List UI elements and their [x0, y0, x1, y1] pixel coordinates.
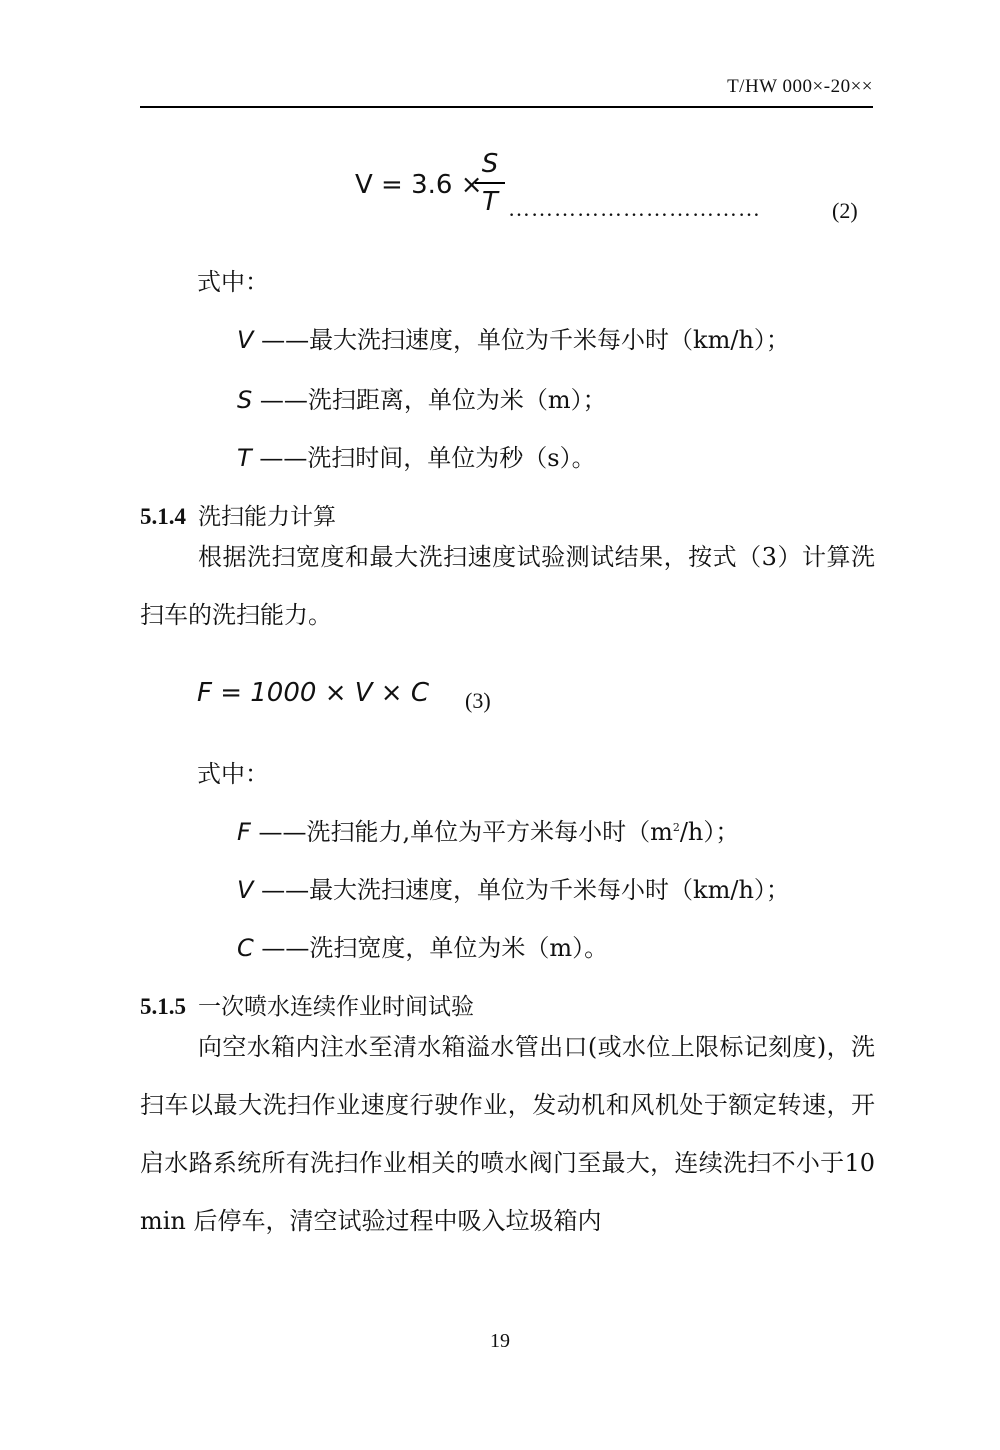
page-header — [140, 70, 873, 108]
section-heading-514 — [140, 498, 336, 531]
where-label-1: 式中： — [197, 268, 269, 296]
formula-2-fraction — [475, 148, 505, 218]
formula-3-expr: F = 1000 × V × C — [197, 678, 430, 708]
page-number: 19 — [490, 1330, 510, 1352]
section-heading-515 — [140, 988, 474, 1021]
formula-2-lhs: V = 3.6 × — [355, 170, 483, 200]
definition-text: ——洗扫距离，单位为米（m）； — [259, 386, 607, 414]
symbol: V — [237, 876, 254, 904]
definition-s — [237, 380, 607, 415]
leader-dots: …………………………… — [508, 196, 761, 221]
symbol: S — [237, 386, 253, 414]
definition-v-1 — [237, 320, 790, 355]
definition-t — [237, 438, 596, 473]
definition-text-end: /h）； — [679, 818, 740, 846]
definition-text: ——洗扫时间，单位为秒（s）。 — [259, 444, 596, 472]
superscript: 2 — [672, 821, 680, 834]
formula-3 — [197, 678, 429, 708]
equation-number-3: (3) — [465, 688, 491, 713]
section-title: 洗扫能力计算 — [198, 504, 336, 530]
symbol: C — [237, 934, 254, 962]
section-number: 5.1.4 — [140, 504, 186, 529]
section-title: 一次喷水连续作业时间试验 — [198, 994, 474, 1020]
definition-v-2 — [237, 870, 790, 905]
paragraph-514: 根据洗扫宽度和最大洗扫速度试验测试结果，按式（3）计算洗扫车的洗扫能力。 — [140, 543, 875, 629]
symbol: T — [237, 444, 252, 472]
definition-text: ——最大洗扫速度，单位为千米每小时（km/h）； — [261, 876, 790, 904]
formula-2-denominator: T — [482, 187, 498, 217]
definition-text: ——洗扫宽度，单位为米（m）。 — [261, 934, 609, 962]
definition-text: ——洗扫能力,单位为平方米每小时（m — [258, 818, 673, 846]
equation-number-2: (2) — [832, 198, 858, 223]
definition-f — [237, 812, 739, 847]
section-number: 5.1.5 — [140, 994, 186, 1019]
fraction-bar — [475, 182, 505, 184]
where-label-2: 式中： — [197, 760, 269, 788]
paragraph-515: 向空水箱内注水至清水箱溢水管出口(或水位上限标记刻度)，洗扫车以最大洗扫作业速度行驶作业，发动机和风机处于额定转速，开启水路系统所有洗扫作业相关的喷水阀门至最大，连续洗扫不小于10 min 后停车，清空试验过程中吸入垃圾箱内 — [140, 1033, 875, 1235]
standard-code: T/HW 000×-20×× — [727, 76, 873, 97]
symbol: F — [237, 818, 251, 846]
definition-text: ——最大洗扫速度，单位为千米每小时（km/h）； — [261, 326, 790, 354]
definition-c — [237, 928, 608, 963]
formula-2-numerator: S — [481, 149, 499, 179]
symbol: V — [237, 326, 254, 354]
